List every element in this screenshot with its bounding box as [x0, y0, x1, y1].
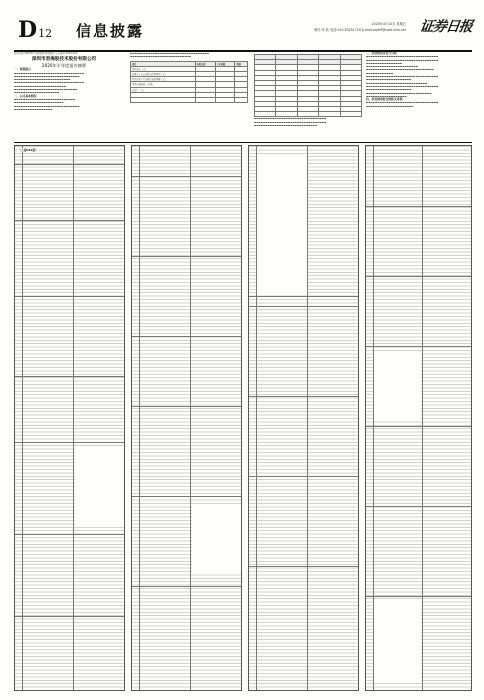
- notes-table-body: [14, 145, 472, 691]
- table-row: 经营活动产生的现金流量净额（元）: [131, 77, 248, 82]
- report-title: 2020年半年度报告摘要: [41, 63, 87, 69]
- page-number: D12: [18, 17, 53, 43]
- shareholder-table-column: [254, 52, 362, 140]
- stock-codes: 证券代码:300XXX 证券简称:君海股份 公告编号:2020-XXX: [14, 52, 78, 55]
- dateline: 2020年4月10日 星期五 制作:李 波 电话:010-83251716 E-mail:zqrb9@zqrb.sina.net: [314, 22, 406, 32]
- notes-column-2: [131, 145, 242, 691]
- masthead: [14, 16, 472, 52]
- section-heading: 四、涉及财务报告的相关事项: [366, 97, 403, 102]
- body-text: ▬▬▬▬▬▬▬▬▬▬▬▬▬▬▬▬▬▬▬▬▬▬▬▬▬▬▬▬▬▬▬▬▬▬▬ ▬▬▬▬▬▬▬▬▬▬▬▬▬▬▬▬▬▬▬▬▬▬▬▬▬▬▬: [130, 52, 210, 59]
- table-row: 总资产（元）: [131, 87, 248, 92]
- section-heading: 三、经营情况讨论与分析: [366, 52, 397, 55]
- table-row: [131, 97, 248, 102]
- shareholder-table: [254, 54, 362, 117]
- table-header-cell: 本报告期: [195, 61, 215, 66]
- table-header-cell: 上年同期: [215, 61, 235, 66]
- body-text: ▬▬▬▬▬▬▬▬▬▬▬▬▬▬▬▬▬▬▬▬▬▬▬▬▬▬▬▬▬▬▬▬ ▬▬▬▬▬▬▬▬▬▬▬▬▬▬▬▬▬▬▬▬▬▬▬▬▬▬▬▬▬▬▬▬ ▬▬▬▬▬▬▬▬▬▬▬▬▬▬▬▬▬▬▬▬▬▬▬▬▬▬▬▬: [254, 117, 327, 127]
- table-row: 基本每股收益（元/股）: [131, 82, 248, 87]
- section-heading: 二、公司基本情况: [14, 93, 37, 98]
- discussion-column: [366, 52, 472, 140]
- table-header-cell: 增减: [235, 61, 248, 66]
- table-row: 营业收入（元）: [131, 66, 248, 71]
- body-text: ▬▬▬▬▬▬▬▬▬▬▬▬▬▬▬▬▬▬▬▬▬▬▬▬▬▬▬▬▬▬▬▬ ▬▬▬▬▬▬▬▬▬▬▬▬▬▬▬▬▬▬▬▬▬: [366, 101, 439, 108]
- section-title: 信息披露: [76, 22, 145, 40]
- body-text: ▬▬▬▬▬▬▬▬▬▬▬▬▬▬▬▬▬▬▬▬▬▬▬▬▬▬▬▬▬▬▬ ▬▬▬▬▬▬▬▬▬▬▬▬▬▬▬▬▬▬▬▬▬▬▬▬▬▬▬▬▬ ▬▬▬▬▬▬▬▬▬▬▬▬▬▬▬▬▬▬▬▬▬▬▬▬▬ ▬▬▬▬▬▬▬▬▬▬▬▬▬▬▬▬▬▬▬▬▬▬▬▬▬▬▬▬▬▬▬ ▬▬▬▬▬▬▬▬▬▬▬▬▬▬▬▬▬▬▬▬▬▬▬ ▬▬▬▬▬▬▬▬▬▬▬▬▬▬▬▬▬▬▬▬▬▬▬▬▬▬▬▬ ▬▬▬▬▬▬▬▬▬▬▬▬▬▬▬▬▬▬▬▬: [14, 71, 85, 95]
- notes-column-1: [14, 145, 125, 691]
- financial-summary-column: [130, 52, 248, 140]
- table-row: [255, 112, 362, 117]
- section-heading: 一、重要提示: [14, 67, 31, 72]
- financial-summary-table: [130, 61, 248, 104]
- report-header-column: [14, 52, 114, 140]
- notes-column-4: [365, 145, 472, 691]
- body-text: ▬▬▬▬▬▬▬▬▬▬▬▬▬▬▬▬▬▬▬▬▬▬▬▬▬▬▬ ▬▬▬▬▬▬▬▬▬▬▬▬▬▬▬▬▬▬▬▬▬▬ ▬▬▬▬▬▬▬▬▬▬▬▬▬▬▬▬▬▬▬▬▬▬▬▬▬▬▬▬▬ ▬▬▬▬▬▬▬▬▬▬▬▬▬▬▬▬▬: [14, 97, 80, 111]
- body-text: ▬▬▬▬▬▬▬▬▬▬▬▬▬▬▬▬▬▬▬▬▬▬▬▬▬▬▬▬▬▬▬▬ ▬▬▬▬▬▬▬▬▬▬▬▬▬▬▬▬▬▬▬▬▬▬▬▬▬▬▬▬▬▬▬▬ ▬▬▬▬▬▬▬▬▬▬▬▬▬▬▬▬ ▬▬▬▬▬▬▬▬▬▬▬▬▬▬▬▬▬▬▬▬▬▬▬ ▬▬▬▬▬▬▬▬▬▬▬▬▬▬▬▬▬▬▬▬▬▬▬▬▬▬▬▬▬▬ ▬▬▬▬▬▬▬▬▬▬▬▬ ▬▬▬▬▬▬▬▬▬▬▬▬▬▬▬▬▬▬▬▬▬▬▬▬▬▬▬▬▬▬▬▬ ▬▬▬▬▬▬▬▬▬▬▬▬▬▬▬▬▬▬▬▬ ▬▬▬▬▬▬▬▬▬▬▬▬▬▬▬▬▬▬▬▬▬▬▬▬▬▬▬ ▬▬▬▬▬▬▬▬▬▬▬▬▬▬▬▬▬▬▬▬▬▬▬▬▬▬▬▬▬▬▬▬ ▬▬▬▬▬▬▬▬▬▬▬▬▬▬▬▬▬▬▬▬ ▬▬▬▬▬▬▬▬▬▬▬▬▬▬▬▬▬▬▬▬▬▬▬▬▬▬▬▬▬ ▬▬▬▬▬▬▬▬▬▬▬▬▬▬▬▬▬▬: [366, 55, 439, 98]
- company-name: 深圳市君海股技术股份有限公司: [31, 57, 97, 63]
- newspaper-logo: 证券日报: [418, 19, 473, 35]
- notes-column-3: [248, 145, 359, 691]
- table-row: 归属于上市公司股东的净利润（元）: [131, 71, 248, 76]
- report-summary-strip: [14, 52, 472, 142]
- table-header-cell: 项目: [131, 61, 196, 66]
- continuation-label: （上接D11版）: [18, 148, 39, 152]
- section-divider: [14, 142, 472, 143]
